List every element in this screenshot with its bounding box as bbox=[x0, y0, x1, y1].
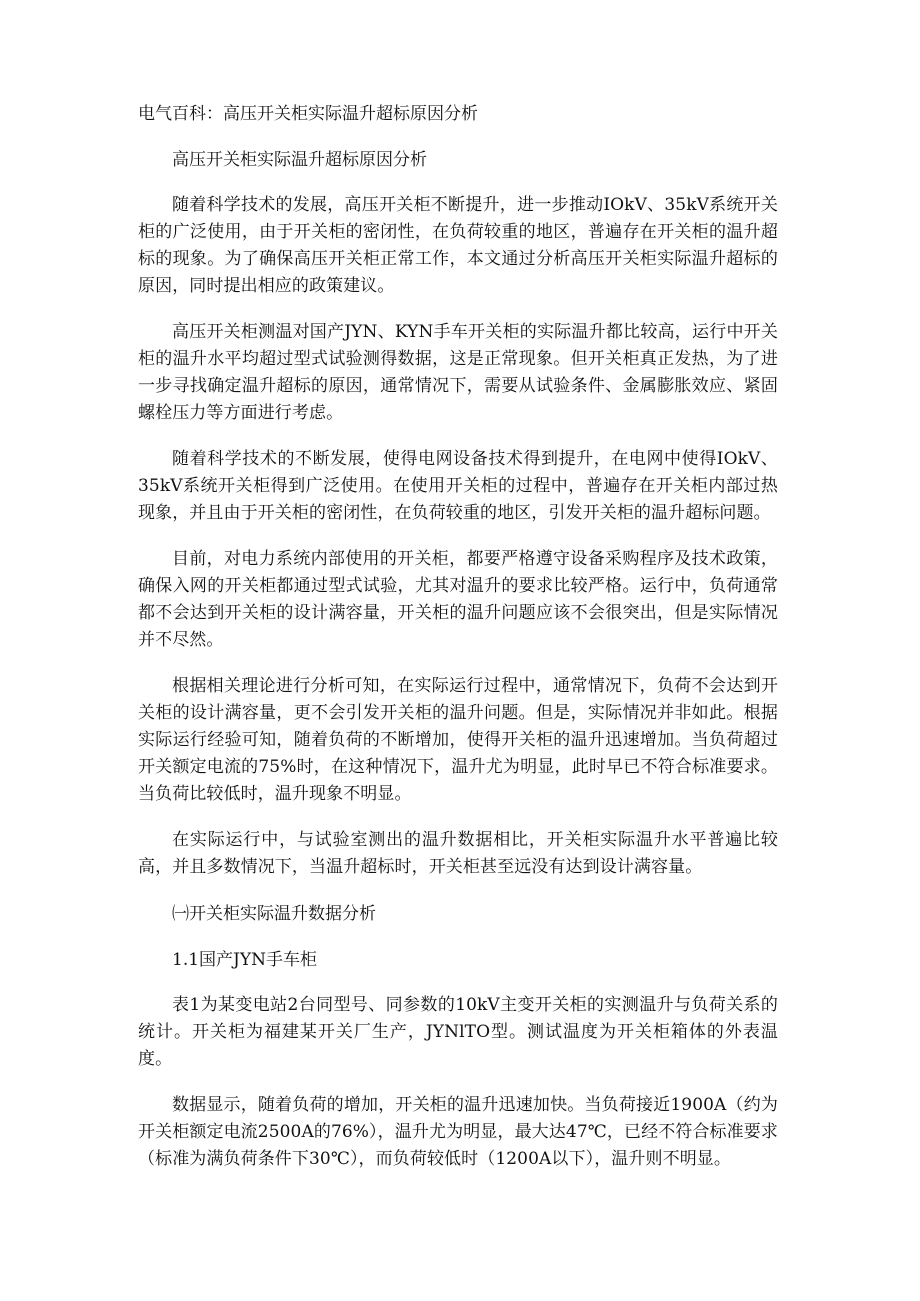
document-top-title: 电气百科：高压开关柜实际温升超标原因分析 bbox=[138, 104, 478, 124]
paragraph-2: 高压开关柜测温对国产JYN、KYN手车开关柜的实际温升都比较高，运行中开关柜的温升水平均超过型式试验测得数据，这是正常现象。但开关柜真正发热，为了进一步寻找确定温升超标的原因，通常情况下，需要从试验条件、金属膨胀效应、紧固螺栓压力等方面进行考虑。 bbox=[138, 322, 778, 423]
section-heading: ㈠开关柜实际温升数据分析 bbox=[172, 904, 376, 924]
subsection-heading: 1.1国产JYN手车柜 bbox=[172, 950, 317, 970]
paragraph-4: 目前，对电力系统内部使用的开关柜，都要严格遵守设备采购程序及技术政策，确保入网的开关柜都通过型式试验，尤其对温升的要求比较严格。运行中，负荷通常都不会达到开关柜的设计满容量，开关柜的温升问题应该不会很突出，但是实际情况并不尽然。 bbox=[138, 549, 778, 650]
paragraph-8: 数据显示，随着负荷的增加，开关柜的温升迅速加快。当负荷接近1900A（约为开关柜额定电流2500A的76%），温升尤为明显，最大达47℃，已经不符合标准要求（标准为满负荷条件下30℃），而负荷较低时（1200A以下），温升则不明显。 bbox=[138, 1095, 778, 1169]
paragraph-3: 随着科学技术的不断发展，使得电网设备技术得到提升，在电网中使得IOkV、35kV系统开关柜得到广泛使用。在使用开关柜的过程中，普遍存在开关柜内部过热现象，并且由于开关柜的密闭性，在负荷较重的地区，引发开关柜的温升超标问题。 bbox=[138, 449, 778, 523]
document-subtitle: 高压开关柜实际温升超标原因分析 bbox=[172, 150, 427, 170]
paragraph-7: 表1为某变电站2台同型号、同参数的10kV主变开关柜的实测温升与负荷关系的统计。开关柜为福建某开关厂生产，JYNlTO型。测试温度为开关柜箱体的外表温度。 bbox=[138, 995, 778, 1069]
document-body bbox=[138, 100, 778, 1192]
paragraph-6: 在实际运行中，与试验室测出的温升数据相比，开关柜实际温升水平普遍比较高，并且多数情况下，当温升超标时，开关柜甚至远没有达到设计满容量。 bbox=[138, 830, 778, 877]
paragraph-1: 随着科学技术的发展，高压开关柜不断提升，进一步推动IOkV、35kV系统开关柜的广泛使用，由于开关柜的密闭性，在负荷较重的地区，普遍存在开关柜的温升超标的现象。为了确保高压开关柜正常工作，本文通过分析高压开关柜实际温升超标的原因，同时提出相应的政策建议。 bbox=[138, 195, 778, 296]
paragraph-5: 根据相关理论进行分析可知，在实际运行过程中，通常情况下，负荷不会达到开关柜的设计满容量，更不会引发开关柜的温升问题。但是，实际情况并非如此。根据实际运行经验可知，随着负荷的不断增加，使得开关柜的温升迅速增加。当负荷超过开关额定电流的75%时，在这种情况下，温升尤为明显，此时早已不符合标准要求。当负荷比较低时，温升现象不明显。 bbox=[138, 676, 778, 804]
